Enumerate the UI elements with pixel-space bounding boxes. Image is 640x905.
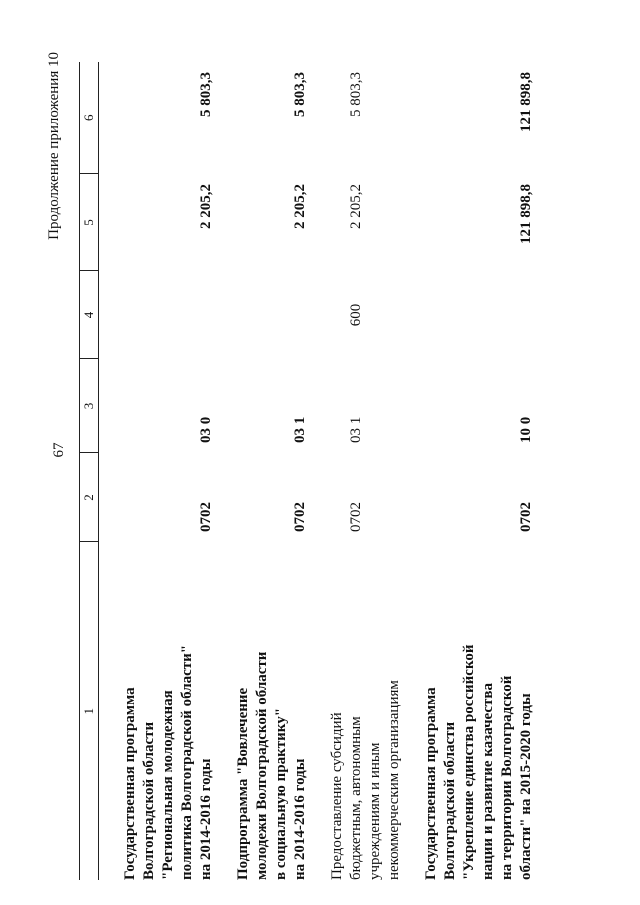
row-name-line: Государственная программа xyxy=(423,687,439,880)
page-number: 67 xyxy=(51,442,67,458)
sum-2016: 5 803,3 xyxy=(292,72,308,117)
continuation-label: Продолжение приложения 10 xyxy=(46,52,62,240)
sum-2015: 2 205,2 xyxy=(292,184,308,229)
row-name-line: Подпрограмма "Вовлечение xyxy=(235,687,251,880)
table-row xyxy=(99,62,235,880)
column-header: 4 xyxy=(80,271,99,359)
section-code: 0702 xyxy=(518,502,534,532)
target-code: 03 1 xyxy=(348,416,364,443)
column-header: 2 xyxy=(80,453,99,542)
sum-2016: 5 803,3 xyxy=(198,72,214,117)
sum-2016: 5 803,3 xyxy=(348,72,364,117)
target-code: 03 1 xyxy=(292,416,308,443)
sum-2016: 121 898,8 xyxy=(518,72,534,132)
target-code: 03 0 xyxy=(198,416,214,443)
column-header: 5 xyxy=(80,174,99,271)
row-name-line: политика Волгоградской области" xyxy=(179,644,195,880)
row-name-line: нации и развитие казачества xyxy=(480,682,496,880)
column-header: 6 xyxy=(80,62,99,174)
expense-type xyxy=(234,271,328,359)
table-row xyxy=(234,62,328,880)
row-name-line: в социальную практику" xyxy=(273,707,289,880)
table-header-row xyxy=(80,62,99,880)
row-name-line: Предоставление субсидий xyxy=(329,712,345,880)
table-row xyxy=(328,62,422,880)
sum-2015: 121 898,8 xyxy=(518,184,534,244)
row-name-line: "Укрепление единства российской xyxy=(461,644,477,880)
expense-type xyxy=(422,271,554,359)
row-name-line: бюджетным, автономным xyxy=(348,716,364,880)
row-name-line: "Региональная молодежная xyxy=(160,690,176,880)
section-code: 0702 xyxy=(348,502,364,532)
row-name-line: Государственная программа xyxy=(122,687,138,880)
row-name-line: области" на 2015-2020 годы xyxy=(518,693,534,880)
sum-2015: 2 205,2 xyxy=(348,184,364,229)
expense-type: 600 xyxy=(348,303,364,327)
expense-type xyxy=(99,271,235,359)
column-header: 3 xyxy=(80,359,99,453)
section-code: 0702 xyxy=(292,502,308,532)
row-name xyxy=(234,542,328,880)
column-header: 1 xyxy=(80,542,99,880)
budget-table xyxy=(79,62,554,880)
row-name-line: на территории Волгоградской xyxy=(499,675,515,880)
row-name-line: Волгоградской области xyxy=(141,721,157,880)
table-row xyxy=(422,62,554,880)
row-name xyxy=(328,542,422,880)
row-name-line: молодежи Волгоградской области xyxy=(254,651,270,880)
sum-2015: 2 205,2 xyxy=(198,184,214,229)
row-name-line: Волгоградской области xyxy=(442,721,458,880)
row-name-line: на 2014-2016 годы xyxy=(292,758,308,880)
rotated-page xyxy=(38,20,598,880)
row-name xyxy=(422,542,554,880)
row-name-line: учреждениям и иным xyxy=(367,742,383,880)
row-name-line: на 2014-2016 годы xyxy=(198,758,214,880)
row-name xyxy=(99,542,235,880)
section-code: 0702 xyxy=(198,502,214,532)
row-name-line: некоммерческим организациям xyxy=(386,680,402,880)
target-code: 10 0 xyxy=(518,416,534,443)
